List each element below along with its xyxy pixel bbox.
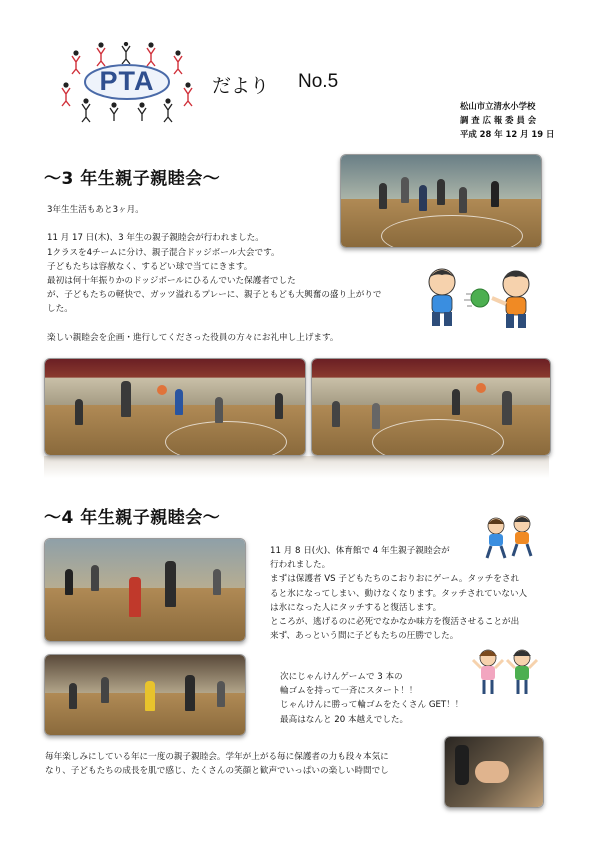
photo-4th-grade-top bbox=[44, 538, 246, 642]
section-3-line: 楽しい親睦会を企画・進行してくださった役員の方々にお礼申し上げます。 bbox=[47, 332, 339, 343]
section-4-body-a bbox=[270, 544, 527, 643]
rubber-band-kids-illustration bbox=[470, 646, 540, 698]
section-3-line: が、子どもたちの軽快で、ガッツ溢れるプレーに、親子ともども大興奮の盛り上がりで bbox=[47, 290, 382, 301]
photo-3rd-grade-left bbox=[44, 358, 306, 456]
committee-name: 調 査 広 報 委 員 会 bbox=[460, 115, 537, 125]
section-3-line: した。 bbox=[47, 304, 73, 315]
section-4-line: 最高はなんと 20 本越えでした。 bbox=[280, 714, 409, 725]
section-3-line: 1クラスを4チームに分け、親子混合ドッジボール大会です。 bbox=[47, 247, 280, 258]
section-4-body-c bbox=[45, 750, 389, 778]
photo-4th-grade-bottom bbox=[44, 654, 246, 736]
section-4-line: なり、子どもたちの成長を肌で感じ、たくさんの笑顔と歓声でいっぱいの楽しい時間でし bbox=[45, 766, 389, 777]
section-4-line: 行われました。 bbox=[270, 560, 331, 571]
section-4-line: 次にじゃんけんゲームで 3 本の bbox=[280, 672, 403, 682]
pta-logo bbox=[52, 42, 202, 124]
section-4-line: 来ず、あっという間に子どもたちの圧勝でした。 bbox=[270, 631, 459, 642]
section-4-line: は氷になった人にタッチすると復活します。 bbox=[270, 602, 442, 613]
section-3-line: 11 月 17 日(木)、3 年生の親子親睦会が行われました。 bbox=[47, 233, 264, 244]
section-4-line: 輪ゴムを持って一斉にスタート！！ bbox=[280, 686, 418, 697]
issue-number: No.5 bbox=[298, 71, 339, 92]
section-4-line: 11 月 8 日(火)、体育館で 4 年生親子親睦会が bbox=[270, 546, 450, 556]
section-3-line: 最初は何十年振りかのドッジボールにひるんでいた保護者でした bbox=[47, 276, 296, 286]
newsletter-title: だより bbox=[212, 75, 270, 97]
section-4-line: ところが、逃げるのに必死でなかなか味方を復活させることが出 bbox=[270, 617, 520, 628]
photo-4th-grade-hands bbox=[444, 736, 544, 808]
section-4-title: ～4 年生親子親睦会～ bbox=[44, 508, 221, 528]
section-3-title: ～3 年生親子親睦会～ bbox=[44, 169, 221, 189]
issue-date: 平成 28 年 12 月 19 日 bbox=[460, 129, 555, 139]
logo-text: PTA bbox=[99, 66, 155, 96]
section-3-line: 3年生生活もあと3ヶ月。 bbox=[47, 205, 144, 215]
section-3-line bbox=[47, 317, 381, 331]
school-name: 松山市立清水小学校 bbox=[460, 101, 536, 111]
section-4-line: じゃんけんに勝って輪ゴムをたくさん GET！！ bbox=[280, 700, 464, 711]
dodgeball-kids-illustration bbox=[420, 264, 544, 336]
section-4-line: ると氷になってしまい、動けなくなります。タッチされていない人 bbox=[270, 588, 528, 599]
section-4-line: 毎年楽しみにしている年に一度の親子親睦会。学年が上がる毎に保護者の力も段々本気に bbox=[45, 752, 389, 762]
section-4-line: まずは保護者 VS 子どもたちのこおりおにゲーム。タッチをされ bbox=[270, 574, 520, 585]
photo-reflection bbox=[44, 456, 549, 478]
section-3-body bbox=[47, 203, 381, 345]
section-4-body-b bbox=[280, 670, 463, 727]
photo-3rd-grade-right bbox=[311, 358, 551, 456]
section-3-line: 子どもたちは容赦なく、するどい球で当てにきます。 bbox=[47, 261, 253, 272]
section-3-line bbox=[47, 217, 381, 231]
